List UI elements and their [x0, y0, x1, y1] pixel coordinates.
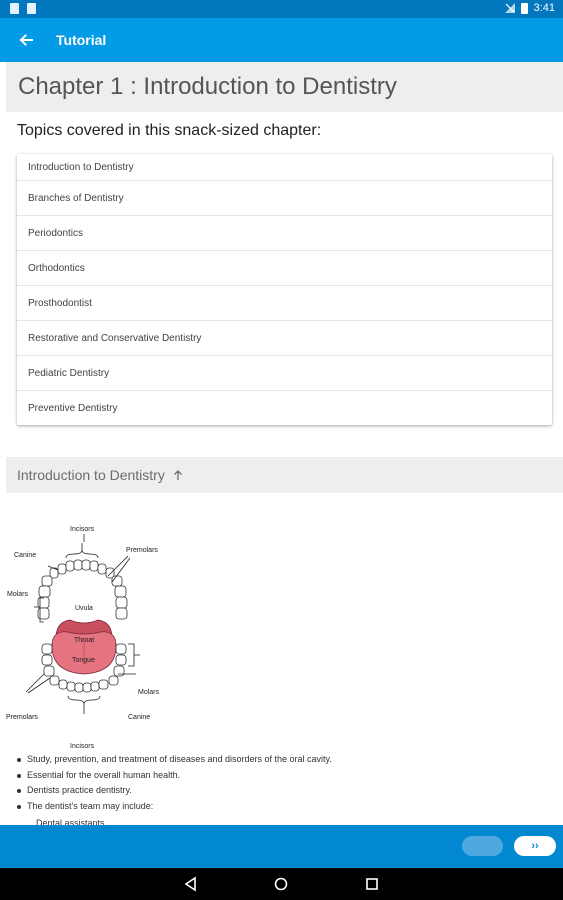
section-title: Introduction to Dentistry: [17, 467, 165, 483]
status-right: [505, 2, 555, 14]
label-molars-right: Molars: [138, 689, 160, 696]
topic-item-introduction[interactable]: Introduction to Dentistry: [17, 154, 552, 181]
app-bar: [0, 18, 563, 62]
app-bar-title: Tutorial: [56, 32, 107, 48]
topic-item-pediatric[interactable]: Pediatric Dentistry: [17, 356, 552, 391]
label-tongue: Tongue: [72, 657, 95, 664]
system-nav-bar: [0, 868, 563, 900]
label-incisors-bottom: Incisors: [70, 743, 95, 750]
bottom-bar: [0, 825, 563, 868]
notification-icon: [10, 3, 19, 14]
next-button[interactable]: ››: [514, 836, 556, 856]
chapter-header: [6, 62, 563, 112]
topic-item-periodontics[interactable]: Periodontics: [17, 216, 552, 251]
topic-list: [17, 154, 552, 425]
status-time: 3:41: [533, 2, 555, 14]
list-item: Essential for the overall human health.: [16, 768, 556, 784]
topic-item-preventive[interactable]: Preventive Dentistry: [28, 403, 118, 414]
label-throat: Throat: [74, 637, 95, 644]
label-canine-bottom: Canine: [128, 714, 151, 721]
topic-item-orthodontics[interactable]: Orthodontics: [17, 251, 552, 286]
tutorial-content[interactable]: [0, 62, 563, 825]
topic-item-prosthodontist[interactable]: Prosthodontist: [17, 286, 552, 321]
topics-heading: Topics covered in this snack-sized chapter:: [17, 122, 322, 139]
previous-button[interactable]: [462, 836, 503, 856]
recents-square-icon[interactable]: [364, 876, 380, 892]
list-item: The dentist's team may include:: [16, 799, 556, 815]
section-bullets: [16, 752, 556, 814]
mouth-diagram: [4, 514, 174, 750]
back-triangle-icon[interactable]: [183, 876, 199, 892]
label-canine-top: Canine: [14, 552, 37, 559]
no-sim-icon: [505, 3, 515, 13]
notification-icon: [27, 3, 36, 14]
section-header: [6, 457, 563, 493]
label-molars-left: Molars: [7, 591, 29, 598]
status-notifications: [10, 3, 36, 14]
home-circle-icon[interactable]: [273, 876, 289, 892]
label-premolars-top: Premolars: [126, 547, 158, 554]
list-item: Dentists practice dentistry.: [16, 783, 556, 799]
arrow-back-icon[interactable]: [14, 28, 38, 52]
sub-list-item: Dental assistants: [36, 818, 105, 825]
label-incisors-top: Incisors: [70, 526, 95, 533]
list-item: Study, prevention, and treatment of diseases and disorders of the oral cavity.: [16, 752, 556, 768]
label-premolars-bottom: Premolars: [6, 714, 38, 721]
topic-item-restorative[interactable]: Restorative and Conservative Dentistry: [17, 321, 552, 356]
status-bar: [0, 0, 563, 18]
chapter-title: Chapter 1 : Introduction to Dentistry: [18, 73, 397, 100]
arrow-up-icon[interactable]: [172, 469, 184, 481]
label-uvula: Uvula: [75, 605, 93, 612]
battery-icon: [521, 3, 528, 14]
topic-item-branches[interactable]: Branches of Dentistry: [17, 181, 552, 216]
